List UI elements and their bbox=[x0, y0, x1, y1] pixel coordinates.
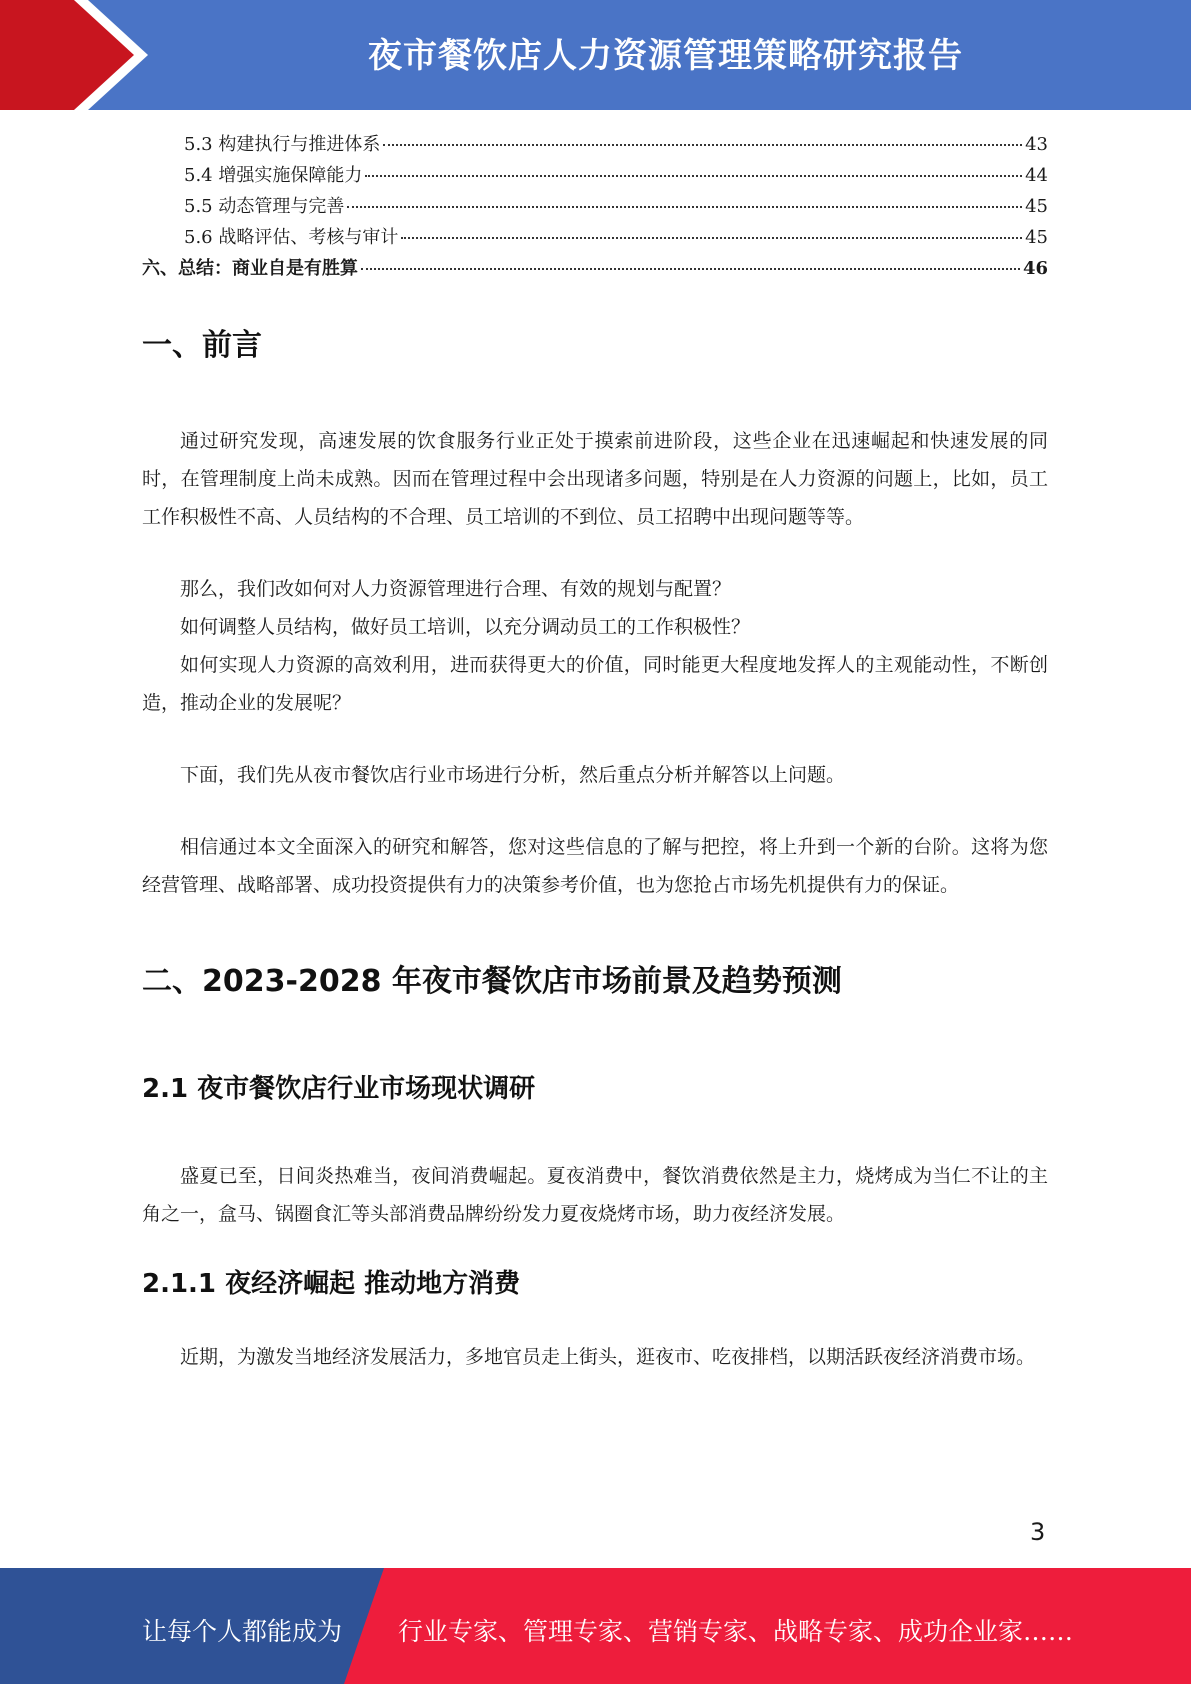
body-paragraph: 盛夏已至，日间炎热难当，夜间消费崛起。夏夜消费中，餐饮消费依然是主力，烧烤成为当仁不让的主角之一，盒马、锅圈食汇等头部消费品牌纷纷发力夏夜烧烤市场，助力夜经济发展。 bbox=[142, 1165, 1048, 1225]
toc-leader-dots bbox=[383, 144, 1022, 146]
body-paragraph: 下面，我们先从夜市餐饮店行业市场进行分析，然后重点分析并解答以上问题。 bbox=[180, 764, 846, 786]
toc-entry[interactable] bbox=[142, 161, 1048, 192]
toc-leader-dots bbox=[365, 175, 1022, 177]
document-title: 夜市餐饮店人力资源管理策略研究报告 bbox=[368, 36, 963, 76]
toc-entry-label: 5.4 增强实施保障能力 bbox=[184, 165, 363, 186]
page-header bbox=[0, 0, 1191, 110]
section-heading-preface: 一、前言 bbox=[142, 328, 262, 363]
toc-entry-page: 43 bbox=[1025, 134, 1048, 155]
body-paragraph: 那么，我们改如何对人力资源管理进行合理、有效的规划与配置？ bbox=[180, 578, 732, 600]
body-paragraph: 相信通过本文全面深入的研究和解答，您对这些信息的了解与把控，将上升到一个新的台阶。这将为您经营管理、战略部署、成功投资提供有力的决策参考价值，也为您抢占市场先机提供有力的保证。 bbox=[142, 836, 1048, 896]
toc-leader-dots bbox=[347, 206, 1022, 208]
toc-entry[interactable] bbox=[142, 192, 1048, 223]
footer-slogan-right: 行业专家、管理专家、营销专家、战略专家、成功企业家…… bbox=[398, 1617, 1074, 1646]
table-of-contents bbox=[142, 130, 1048, 285]
toc-entry-page: 45 bbox=[1025, 196, 1048, 217]
toc-entry-label: 5.5 动态管理与完善 bbox=[184, 196, 345, 217]
body-paragraph: 近期，为激发当地经济发展活力，多地官员走上街头，逛夜市、吃夜排档，以期活跃夜经济消费市场。 bbox=[180, 1346, 1036, 1368]
body-paragraph: 如何调整人员结构，做好员工培训，以充分调动员工的工作积极性？ bbox=[180, 616, 751, 638]
document-body bbox=[142, 320, 1048, 1376]
page-number: 3 bbox=[1030, 1518, 1046, 1546]
section-heading-market-forecast: 二、2023-2028 年夜市餐饮店市场前景及趋势预测 bbox=[142, 964, 842, 999]
toc-entry[interactable] bbox=[142, 130, 1048, 161]
subsection-heading-night-economy: 2.1.1 夜经济崛起 推动地方消费 bbox=[142, 1269, 521, 1299]
toc-entry-chapter[interactable] bbox=[142, 254, 1048, 285]
toc-entry-page: 45 bbox=[1025, 227, 1048, 248]
toc-leader-dots bbox=[361, 268, 1020, 270]
page-footer bbox=[0, 1568, 1191, 1684]
footer-slogan-left: 让每个人都能成为 bbox=[142, 1617, 343, 1646]
toc-entry-page: 46 bbox=[1022, 258, 1048, 279]
toc-leader-dots bbox=[401, 237, 1022, 239]
body-paragraph: 通过研究发现，高速发展的饮食服务行业正处于摸索前进阶段，这些企业在迅速崛起和快速发展的同时，在管理制度上尚未成熟。因而在管理过程中会出现诸多问题，特别是在人力资源的问题上，比如，员工工作积极性不高、人员结构的不合理、员工培训的不到位、员工招聘中出现问题等等。 bbox=[142, 430, 1048, 528]
subsection-heading-market-status: 2.1 夜市餐饮店行业市场现状调研 bbox=[142, 1074, 536, 1104]
toc-entry-label: 六、总结：商业自是有胜算 bbox=[142, 258, 358, 279]
toc-entry-label: 5.6 战略评估、考核与审计 bbox=[184, 227, 399, 248]
toc-entry[interactable] bbox=[142, 223, 1048, 254]
toc-entry-label: 5.3 构建执行与推进体系 bbox=[184, 134, 381, 155]
body-paragraph: 如何实现人力资源的高效利用，进而获得更大的价值，同时能更大程度地发挥人的主观能动性，不断创造，推动企业的发展呢？ bbox=[142, 654, 1048, 714]
header-red-arrow-decoration bbox=[0, 0, 150, 110]
toc-entry-page: 44 bbox=[1025, 165, 1048, 186]
